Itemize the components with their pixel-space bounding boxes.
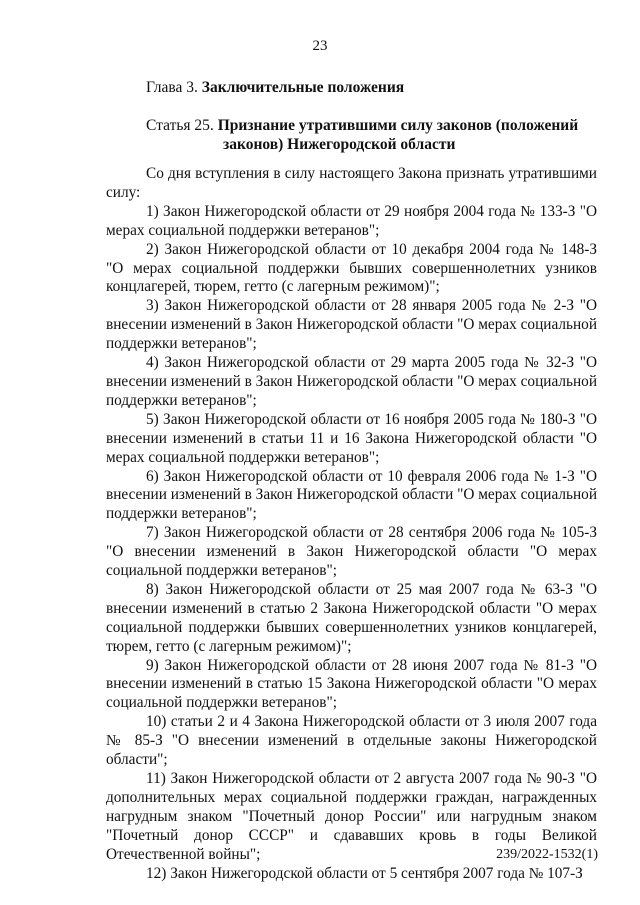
chapter-prefix: Глава 3. bbox=[146, 79, 198, 96]
list-item: 6) Закон Нижегородской области от 10 февраля 2006 года № 1-З "О внесении изменений в Закон Нижегородской области "О мерах социальной поддержки ветеранов"; bbox=[106, 467, 597, 523]
list-item: 5) Закон Нижегородской области от 16 ноября 2005 года № 180-З "О внесении изменений в статьи 11 и 16 Закона Нижегородской области "О мерах социальной поддержки ветеранов"; bbox=[106, 410, 597, 466]
article-heading-line1 bbox=[146, 116, 596, 135]
list-item: 8) Закон Нижегородской области от 25 мая 2007 года № 63-З "О внесении изменений в статью 2 Закона Нижегородской области "О мерах социальной поддержки бывших совершеннолетних узников концлагерей, тюрем, гетто (с лагерным режимом)"; bbox=[106, 580, 597, 655]
list-item: 3) Закон Нижегородской области от 28 января 2005 года № 2-З "О внесении изменений в Закон Нижегородской области "О мерах социальной поддержки ветеранов"; bbox=[106, 297, 597, 353]
article-title-line2: законов) Нижегородской области bbox=[223, 136, 456, 153]
list-item: 7) Закон Нижегородской области от 28 сентября 2006 года № 105-З "О внесении изменений в Закон Нижегородской области "О мерах социальной поддержки ветеранов"; bbox=[106, 524, 597, 580]
list-item: 10) статьи 2 и 4 Закона Нижегородской области от 3 июля 2007 года № 85-З "О внесении изменений в отдельные законы Нижегородской области"; bbox=[106, 713, 597, 769]
list-item: 11) Закон Нижегородской области от 2 августа 2007 года № 90-З "О дополнительных мерах социальной поддержки граждан, награжденных нагрудным знаком "Почетный донор России" или нагрудным знаком "Почетный донор СССР" и сдававших кровь в годы Великой Отечественной войны"; bbox=[106, 770, 597, 863]
list-item: 2) Закон Нижегородской области от 10 декабря 2004 года № 148-З "О мерах социальной поддержки бывших совершеннолетних узников концлагерей, тюрем, гетто (с лагерным режимом)"; bbox=[106, 240, 597, 296]
article-heading bbox=[146, 116, 596, 154]
list-item: 1) Закон Нижегородской области от 29 ноября 2004 года № 133-З "О мерах социальной поддержки ветеранов"; bbox=[106, 202, 597, 239]
article-prefix: Статья 25. bbox=[146, 117, 214, 134]
chapter-heading bbox=[146, 79, 404, 97]
article-title-line1: Признание утратившими силу законов (положений bbox=[217, 117, 579, 134]
article-body bbox=[106, 165, 597, 883]
list-item: 4) Закон Нижегородской области от 29 марта 2005 года № 32-З "О внесении изменений в Закон Нижегородской области "О мерах социальной поддержки ветеранов"; bbox=[106, 354, 597, 409]
document-code: 239/2022-1532(1) bbox=[496, 847, 598, 862]
chapter-title: Заключительные положения bbox=[201, 79, 405, 96]
list-item: 9) Закон Нижегородской области от 28 июня 2007 года № 81-З "О внесении изменений в статью 15 Закона Нижегородской области "О мерах социальной поддержки ветеранов"; bbox=[106, 656, 597, 712]
intro-paragraph: Со дня вступления в силу настоящего Закона признать утратившими силу: bbox=[106, 165, 597, 201]
page-number: 23 bbox=[312, 38, 328, 54]
list-item: 12) Закон Нижегородской области от 5 сентября 2007 года № 107-З bbox=[146, 864, 583, 882]
